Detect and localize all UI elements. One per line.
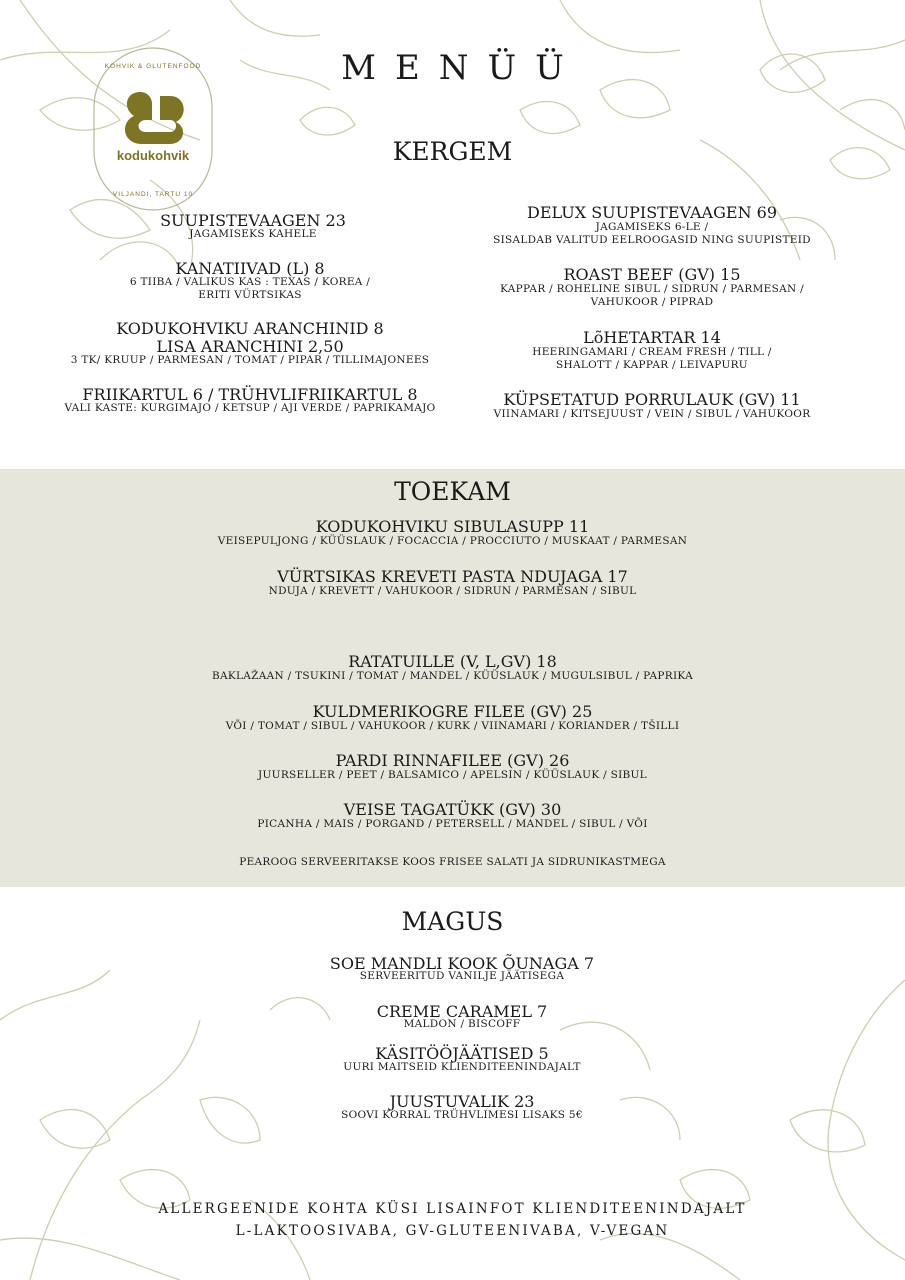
item-name: KULDMERIKOGRE FILEE (GV) 25 — [312, 702, 593, 721]
item-description: JAGAMISEKS 6-LE / — [595, 221, 709, 233]
item-description: VEISEPULJONG / KÜÜSLAUK / FOCACCIA / PROCCIUTO / MUSKAAT / PARMESAN — [217, 535, 688, 547]
item-description: HEERINGAMARI / CREAM FRESH / TILL / — [532, 346, 772, 358]
main-course-note: PEAROOG SERVEERITAKSE KOOS FRISEE SALATI JA SIDRUNIKASTMEGA — [239, 856, 666, 868]
item-name: VEISE TAGATÜKK (GV) 30 — [343, 800, 562, 819]
item-description: BAKLAŽAAN / TSUKINI / TOMAT / MANDEL / KÜÜSLAUK / MUGULSIBUL / PAPRIKA — [211, 670, 694, 682]
item-name: SUUPISTEVAAGEN 23 — [160, 211, 346, 230]
item-name: KÜPSETATUD PORRULAUK (GV) 11 — [503, 390, 801, 409]
item-description: PICANHA / MAIS / PORGAND / PETERSELL / MANDEL / SIBUL / VÕI — [257, 818, 648, 830]
section-title-toekam: TOEKAM — [394, 477, 511, 506]
item-description: JUURSELLER / PEET / BALSAMICO / APELSIN / KÜÜSLAUK / SIBUL — [258, 769, 647, 781]
item-description: 3 TK/ KRUUP / PARMESAN / TOMAT / PIPAR / TILLIMAJONEES — [70, 354, 430, 366]
item-description: JAGAMISEKS KAHELE — [189, 228, 317, 240]
item-description: VALI KASTE: KURGIMAJO / KETSUP / AJI VERDE / PAPRIKAMAJO — [64, 402, 436, 414]
logo-ring-bottom: VILJANDI, TARTU 10 — [112, 191, 194, 198]
item-name: CREME CARAMEL 7 — [376, 1002, 548, 1021]
item-name: KANATIIVAD (L) 8 — [175, 259, 325, 278]
item-description: KAPPAR / ROHELINE SIBUL / SIDRUN / PARMESAN / — [500, 283, 804, 295]
item-name: VÜRTSIKAS KREVETI PASTA NDUJAGA 17 — [277, 567, 628, 586]
item-description: NDUJA / KREVETT / VAHUKOOR / SIDRUN / PARMESAN / SIBUL — [268, 585, 637, 597]
item-name: ROAST BEEF (GV) 15 — [563, 265, 741, 284]
allergen-info: ALLERGEENIDE KOHTA KÜSI LISAINFOT KLIENDITEENINDAJALT — [158, 1201, 747, 1217]
item-name: KÄSITÖÖJÄÄTISED 5 — [375, 1044, 549, 1063]
item-description: SERVEERITUD VANILJE JÄÄTISEGA — [359, 970, 565, 982]
item-name: SOE MANDLI KOOK ÕUNAGA 7 — [329, 954, 595, 973]
logo-ring-top: KOHVIK & GLUTENFOOD — [104, 63, 202, 70]
item-description: VÕI / TOMAT / SIBUL / VAHUKOOR / KURK / VIINAMARI / KORIANDER / TŠILLI — [225, 720, 680, 732]
allergen-legend: L-LAKTOOSIVABA, GV-GLUTEENIVABA, V-VEGAN — [235, 1223, 670, 1239]
item-name: KODUKOHVIKU SIBULASUPP 11 — [315, 517, 590, 536]
item-name: LISA ARANCHINI 2,50 — [156, 337, 344, 356]
section-title-magus: MAGUS — [401, 907, 504, 936]
item-name: RATATUILLE (V, L,GV) 18 — [348, 652, 557, 671]
item-name: KODUKOHVIKU ARANCHINID 8 — [116, 319, 384, 338]
item-name: FRIIKARTUL 6 / TRÜHVLIFRIIKARTUL 8 — [82, 385, 418, 404]
item-description: SISALDAB VALITUD EELROOGASID NING SUUPISTEID — [493, 234, 811, 246]
item-name: JUUSTUVALIK 23 — [389, 1092, 535, 1111]
item-description: 6 TIIBA / VALIKUS KAS : TEXAS / KOREA / — [129, 276, 371, 288]
item-name: LõHETARTAR 14 — [583, 328, 721, 347]
menu-title: MENÜÜ — [341, 48, 583, 88]
logo-brand: kodukohvik — [116, 148, 190, 163]
item-description: VAHUKOOR / PIPRAD — [590, 296, 714, 308]
item-description: SOOVI KORRAL TRÜHVLIMESI LISAKS 5€ — [341, 1109, 583, 1121]
item-description: ERITI VÜRTSIKAS — [198, 289, 302, 301]
item-description: UURI MAITSEID KLIENDITEENINDAJALT — [343, 1061, 581, 1073]
section-title-kergem: KERGEM — [392, 137, 513, 166]
item-description: SHALOTT / KAPPAR / LEIVAPURU — [556, 359, 748, 371]
item-description: VIINAMARI / KITSEJUUST / VEIN / SIBUL / VAHUKOOR — [493, 408, 811, 420]
item-description: MALDON / BISCOFF — [403, 1018, 521, 1030]
item-name: DELUX SUUPISTEVAAGEN 69 — [526, 203, 778, 222]
item-name: PARDI RINNAFILEE (GV) 26 — [335, 751, 570, 770]
